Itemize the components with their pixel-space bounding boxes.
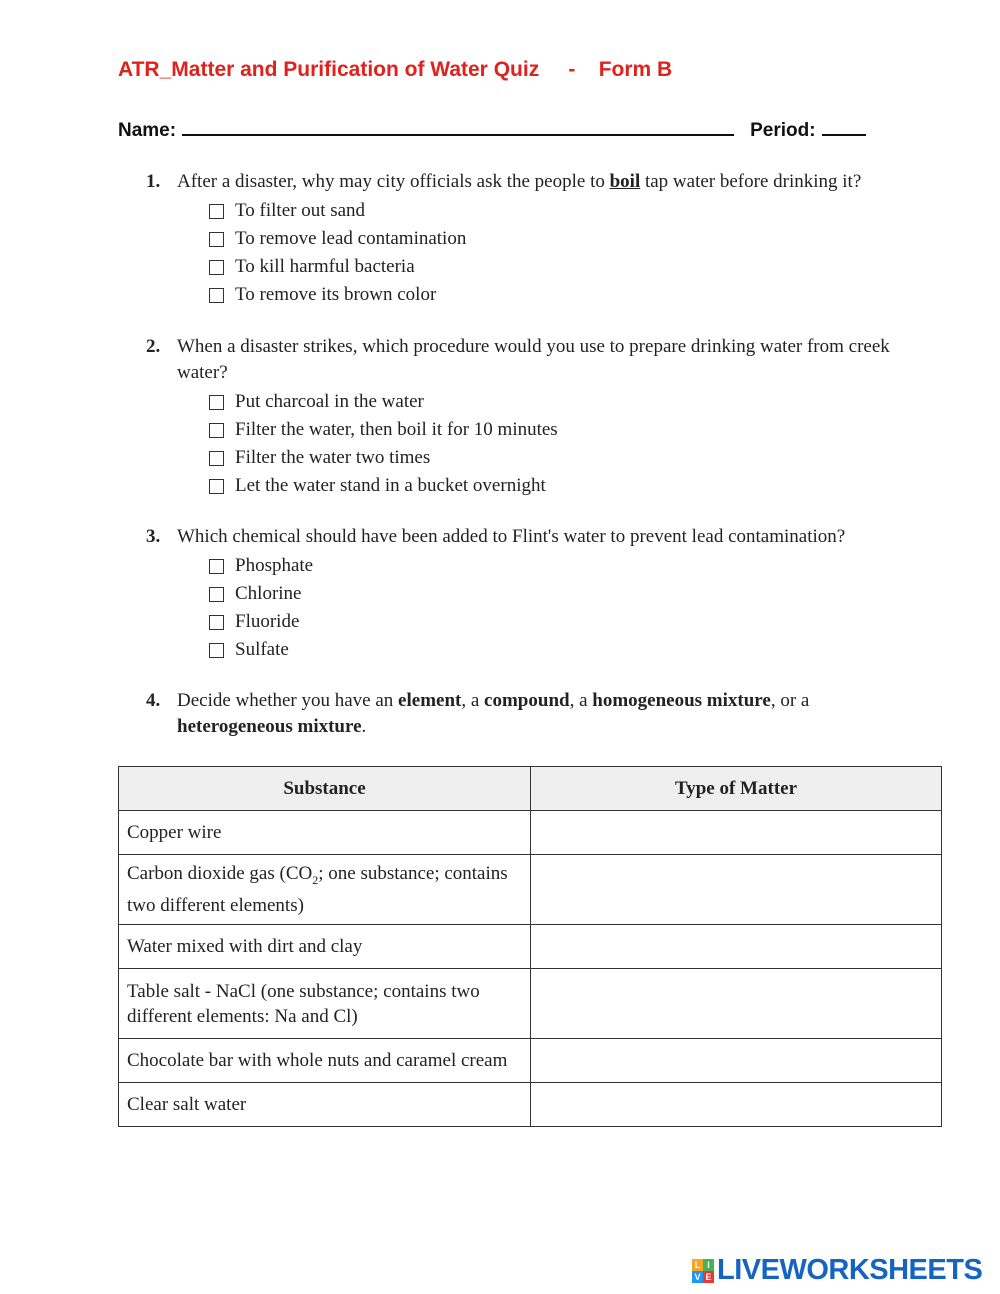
substance-cell: Water mixed with dirt and clay [119,925,531,969]
question-number: 4. [146,690,161,711]
options-list [209,552,921,664]
period-label: Period: [750,120,816,141]
substance-cell: Copper wire [119,811,531,855]
checkbox[interactable] [209,260,224,275]
header-type-of-matter: Type of Matter [531,767,942,811]
liveworksheets-logo [692,1254,982,1287]
table-row [119,1039,942,1083]
answer-cell[interactable] [531,1083,942,1127]
option-label: To kill harmful bacteria [235,256,415,277]
question-text: Which chemical should have been added to Flint's water to prevent lead contamination? [177,526,846,547]
term-homogeneous-mixture: homogeneous mixture [592,690,771,711]
checkbox[interactable] [209,559,224,574]
checkbox[interactable] [209,643,224,658]
option[interactable] [209,281,921,309]
substance-cell: Carbon dioxide gas ($CO_2$; one substance; contains two different elements) [119,855,531,925]
period-field[interactable] [822,117,866,136]
checkbox[interactable] [209,395,224,410]
option[interactable] [209,416,921,444]
option[interactable] [209,608,921,636]
answer-cell[interactable] [531,969,942,1039]
term-compound: compound [484,690,570,711]
logo-text: LIVEWORKSHEETS [717,1254,983,1286]
question-text: Decide whether you have an element, a compound, a homogeneous mixture, or a heterogeneous mixture. [177,690,810,737]
answer-cell[interactable] [531,925,942,969]
question-4 [146,688,921,740]
option[interactable] [209,472,921,500]
table-row [119,855,942,925]
term-heterogeneous-mixture: heterogeneous mixture [177,716,362,737]
substance-cell: Chocolate bar with whole nuts and caramel cream [119,1039,531,1083]
question-number: 2. [146,336,161,357]
option-label: Put charcoal in the water [235,391,424,412]
question-1 [146,169,921,309]
checkbox[interactable] [209,288,224,303]
option-label: Let the water stand in a bucket overnight [235,475,546,496]
question-number: 3. [146,526,161,547]
checkbox[interactable] [209,232,224,247]
question-text: After a disaster, why may city officials ask the people to boil tap water before drinking it? [177,171,862,192]
emphasis-boil: boil [609,171,641,192]
table-header-row [119,767,942,811]
checkbox[interactable] [209,479,224,494]
option-label: Sulfate [235,639,289,660]
option-label: To remove its brown color [235,284,437,305]
question-text: When a disaster strikes, which procedure would you use to prepare drinking water from creek water? [177,336,890,383]
question-3 [146,524,921,664]
option-label: Filter the water two times [235,447,431,468]
checkbox[interactable] [209,423,224,438]
substance-cell: Table salt - NaCl (one substance; contains two different elements: Na and Cl) [119,969,531,1039]
option-label: To filter out sand [235,200,366,221]
option-label: To remove lead contamination [235,228,467,249]
option-label: Fluoride [235,611,300,632]
matter-table [118,766,942,1127]
checkbox[interactable] [209,204,224,219]
quiz-title: ATR_Matter and Purification of Water Quiz - Form B [118,58,673,81]
header-substance: Substance [119,767,531,811]
table-row [119,969,942,1039]
answer-cell[interactable] [531,1039,942,1083]
answer-cell[interactable] [531,855,942,925]
question-number: 1. [146,171,161,192]
checkbox[interactable] [209,451,224,466]
option[interactable] [209,444,921,472]
option[interactable] [209,552,921,580]
question-2 [146,334,921,500]
substance-cell: Clear salt water [119,1083,531,1127]
option[interactable] [209,580,921,608]
option-label: Chlorine [235,583,302,604]
options-list [209,197,921,309]
option[interactable] [209,253,921,281]
answer-cell[interactable] [531,811,942,855]
table-row [119,1083,942,1127]
term-element: element [398,690,462,711]
table-row [119,811,942,855]
name-field[interactable] [182,117,734,136]
option[interactable] [209,225,921,253]
liveworksheets-logo-icon: L I V E [692,1259,714,1283]
option-label: Phosphate [235,555,314,576]
option[interactable] [209,636,921,664]
option-label: Filter the water, then boil it for 10 minutes [235,419,558,440]
checkbox[interactable] [209,615,224,630]
table-row [119,925,942,969]
name-period-row [118,117,898,142]
checkbox[interactable] [209,587,224,602]
name-label: Name: [118,120,177,141]
options-list [209,388,921,500]
option[interactable] [209,197,921,225]
option[interactable] [209,388,921,416]
